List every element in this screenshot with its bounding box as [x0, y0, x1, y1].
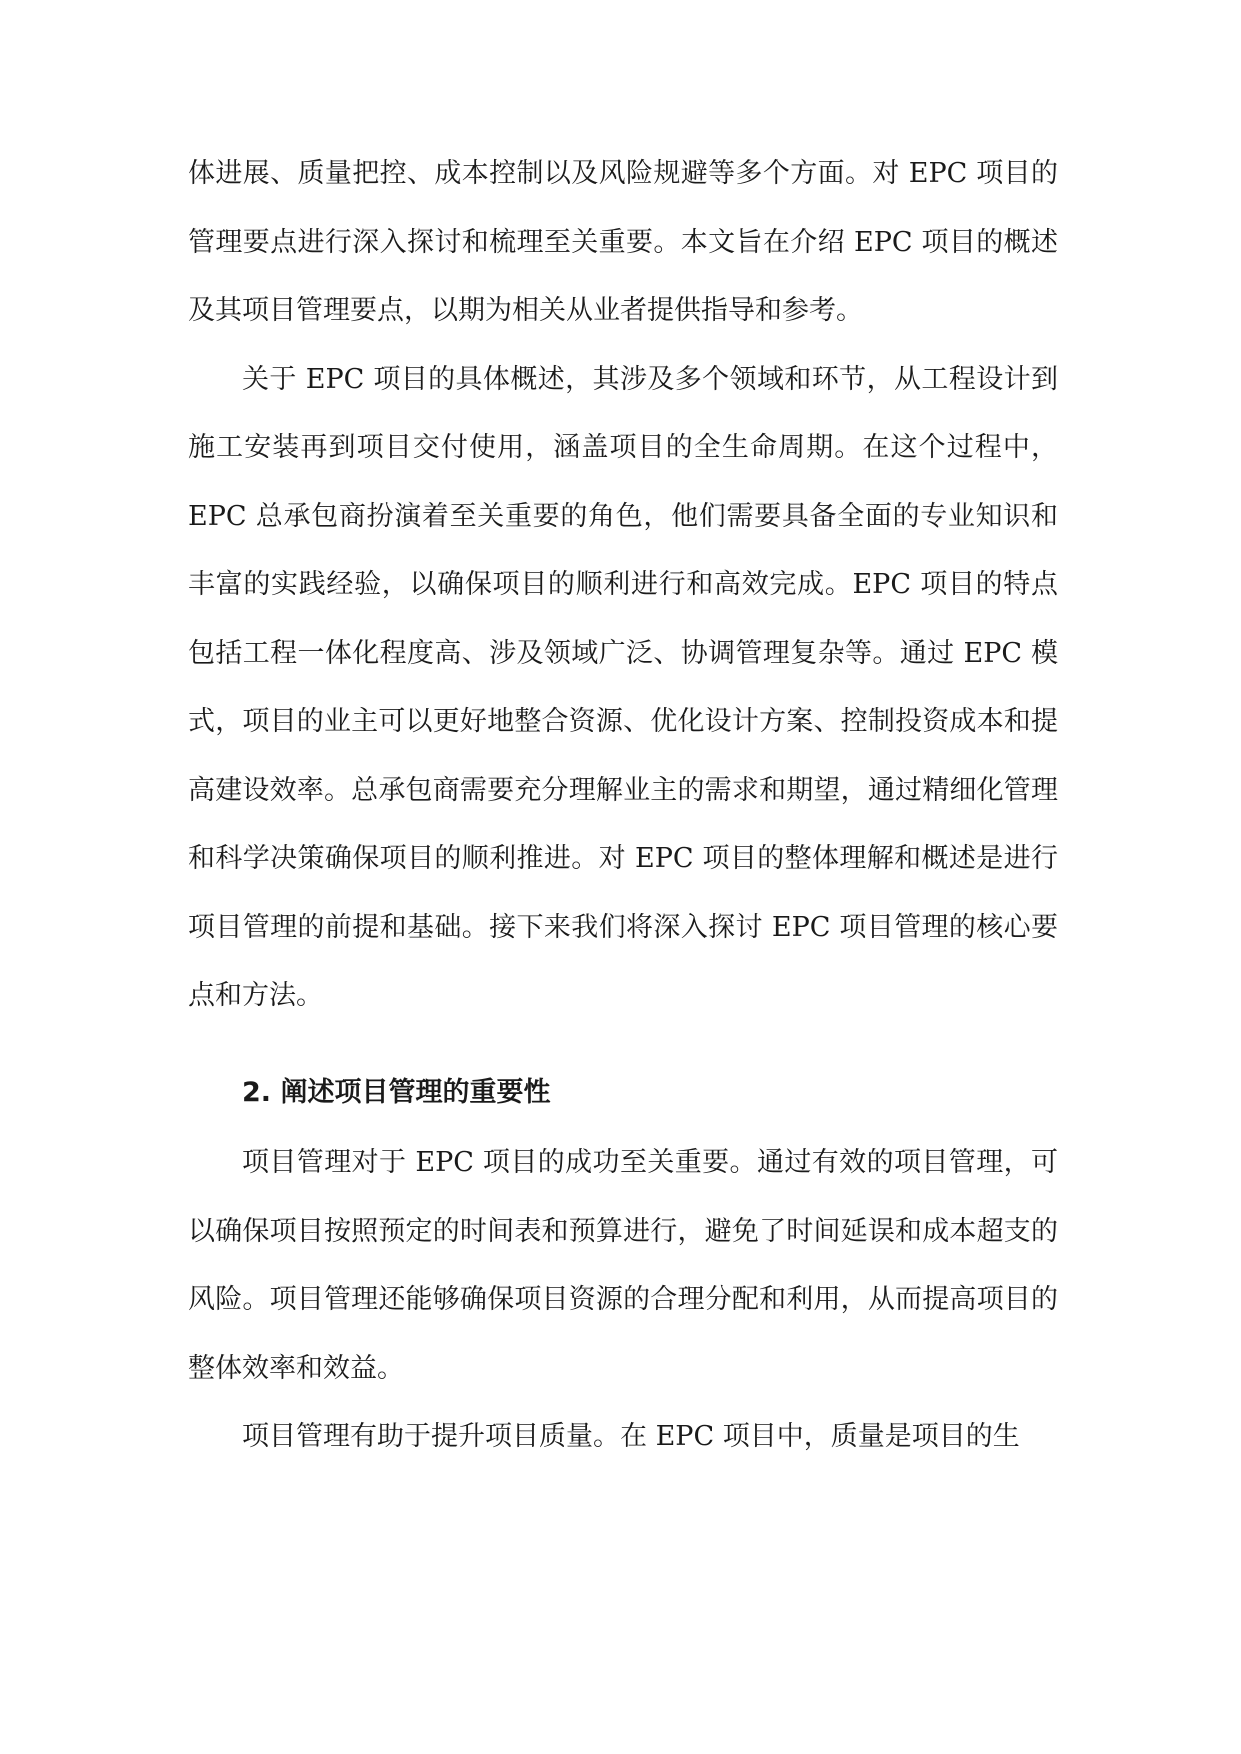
document-body [188, 140, 1058, 1472]
spacer [188, 1031, 1058, 1059]
paragraph-pm-quality: 项目管理有助于提升项目质量。在 EPC 项目中，质量是项目的生 [242, 1421, 1020, 1452]
section-heading: 2. 阐述项目管理的重要性 [242, 1076, 551, 1108]
paragraph-epc-overview: 关于 EPC 项目的具体概述，其涉及多个领域和环节，从工程设计到施工安装再到项目交付使用，涵盖项目的全生命周期。在这个过程中，EPC 总承包商扮演着至关重要的角色，他们需要具备全面的专业知识和丰富的实践经验，以确保项目的顺利进行和高效完成。EPC 项目的特点包括工程一体化程度高、涉及领域广泛、协调管理复杂等。通过 EPC 模式，项目的业主可以更好地整合资源、优化设计方案、控制投资成本和提高建设效率。总承包商需要充分理解业主的需求和期望，通过精细化管理和科学决策确保项目的顺利推进。对 EPC 项目的整体理解和概述是进行项目管理的前提和基础。接下来我们将深入探讨 EPC 项目管理的核心要点和方法。 [188, 363, 1058, 1011]
paragraph-pm-importance: 项目管理对于 EPC 项目的成功至关重要。通过有效的项目管理，可以确保项目按照预定的时间表和预算进行，避免了时间延误和成本超支的风险。项目管理还能够确保项目资源的合理分配和利用，从而提高项目的整体效率和效益。 [188, 1147, 1058, 1384]
paragraph-intro-continued: 体进展、质量把控、成本控制以及风险规避等多个方面。对 EPC 项目的管理要点进行深入探讨和梳理至关重要。本文旨在介绍 EPC 项目的概述及其项目管理要点，以期为相关从业者提供指导和参考。 [188, 158, 1058, 326]
